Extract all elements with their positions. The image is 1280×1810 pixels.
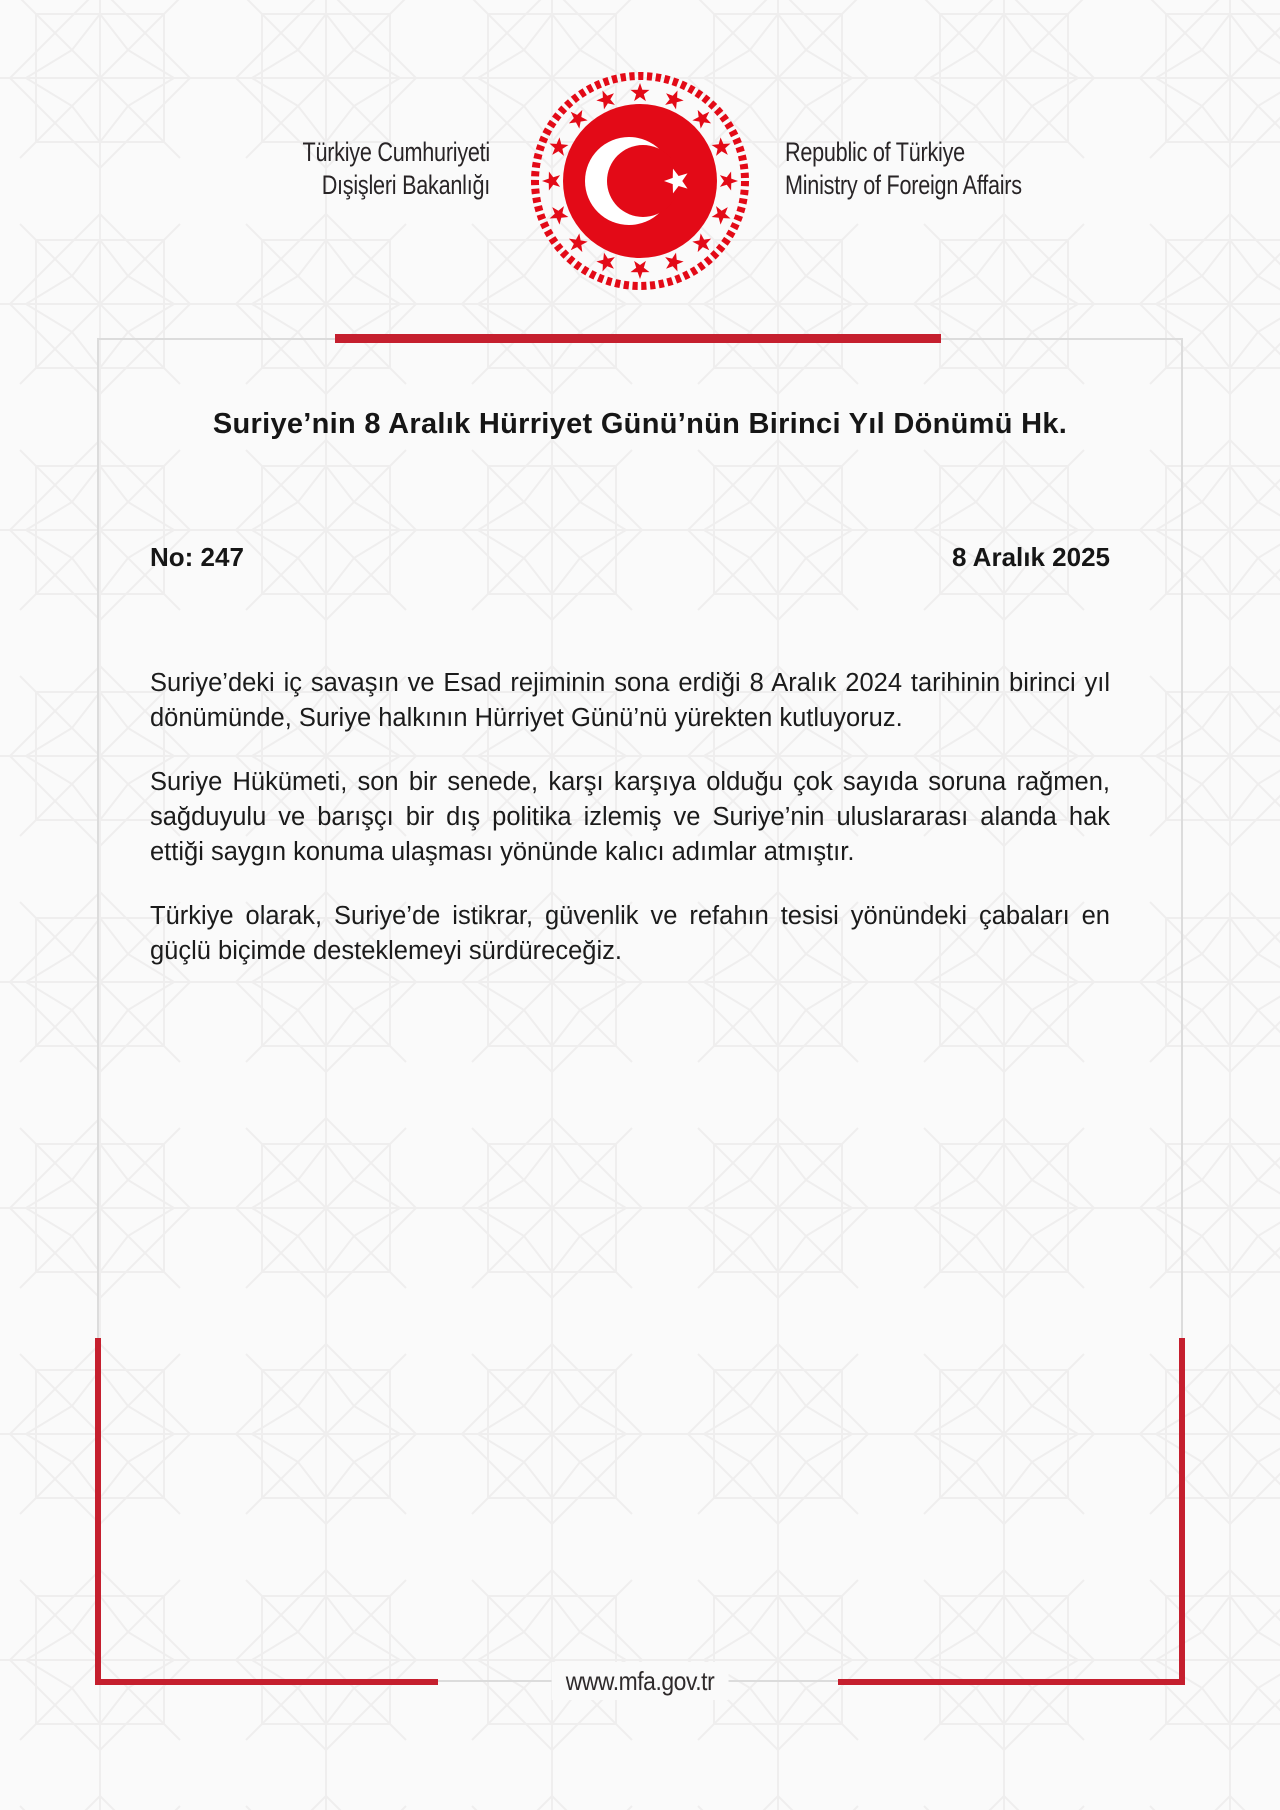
document-number: No: 247	[150, 542, 244, 572]
red-accent-bar-top	[335, 334, 941, 343]
paragraph-1: Suriye’deki iç savaşın ve Esad rejiminin sona erdiği 8 Aralık 2024 tarihinin birinci yıl dönümünde, Suriye halkının Hürriyet Günü’nü yürekten kutluyoruz.	[150, 669, 1110, 732]
paragraph-3: Türkiye olarak, Suriye’de istikrar, güvenlik ve refahın tesisi yönündeki çabaları en güçlü biçimde desteklemeyi sürdüreceğiz.	[150, 902, 1110, 965]
ministry-name-english	[785, 136, 1121, 202]
ministry-name-english-line1: Republic of Türkiye	[785, 137, 965, 167]
ministry-name-english-line2: Ministry of Foreign Affairs	[785, 170, 1022, 200]
footer-website: www.mfa.gov.tr	[552, 1662, 729, 1700]
ministry-name-turkish	[98, 136, 490, 202]
body-text	[150, 666, 1110, 998]
ministry-name-turkish-line1: Türkiye Cumhuriyeti	[302, 137, 490, 167]
red-corner-bottom-right	[838, 1338, 1185, 1685]
paragraph-2: Suriye Hükümeti, son bir senede, karşı karşıya olduğu çok sayıda soruna rağmen, sağduyulu ve barışçı bir dış politika izlemiş ve Suriye’nin uluslararası alanda hak ettiği saygın konuma ulaşması yönünde kalıcı adımlar atmıştır.	[150, 768, 1110, 866]
page-title: Suriye’nin 8 Aralık Hürriyet Günü’nün Birinci Yıl Dönümü Hk.	[212, 408, 1068, 440]
red-corner-bottom-left	[95, 1338, 438, 1685]
document-meta-row	[150, 542, 1110, 572]
document-date: 8 Aralık 2025	[951, 542, 1110, 572]
ministry-name-turkish-line2: Dışişleri Bakanlığı	[321, 170, 490, 200]
mfa-emblem-icon	[527, 68, 753, 294]
